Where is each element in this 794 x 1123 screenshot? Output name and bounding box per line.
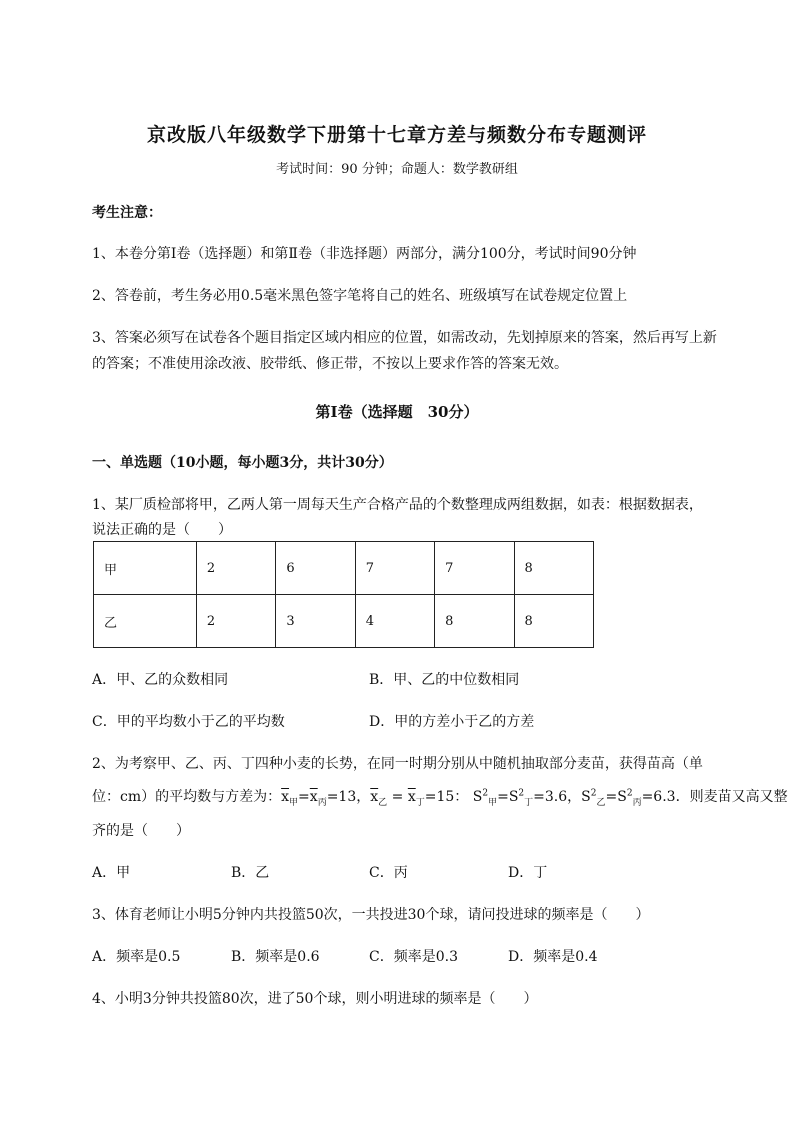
- table-cell: 7: [435, 542, 514, 595]
- table-cell: 4: [355, 595, 434, 648]
- question-2-text: 2、为考察甲、乙、丙、丁四种小麦的长势，在同一时期分别从中随机抽取部分麦苗，获得苗高（单: [92, 756, 703, 772]
- question-1-text: 1、某厂质检部将甲，乙两人第一周每天生产合格产品的个数整理成两组数据，如表：根据数据表，: [92, 497, 703, 513]
- question-2-text: 齐的是（ ）: [92, 823, 190, 839]
- table-cell: 7: [355, 542, 434, 595]
- section-title: 第Ⅰ卷（选择题 30分）: [315, 403, 479, 421]
- notice-heading: 考生注意：: [92, 205, 162, 221]
- table-row: [94, 542, 594, 595]
- page-title: 京改版八年级数学下册第十七章方差与频数分布专题测评: [146, 124, 647, 146]
- question-2-formula: 位：cm）的平均数与方差为：$\overline{x}_甲=\overline{x}_丙=13$，$\overline{x}_乙 = \overline{x}_丁=15$： $S^2_甲=S^2_丁=3.6$，$S^2_乙=S^2_丙=6.3$．则麦苗又高又整: [92, 788, 788, 808]
- option-d: D．甲的方差小于乙的方差: [369, 714, 535, 730]
- option-b: B．甲、乙的中位数相同: [369, 672, 520, 688]
- table-cell: 2: [196, 595, 275, 648]
- notice-item: 1、本卷分第Ⅰ卷（选择题）和第Ⅱ卷（非选择题）两部分，满分100分，考试时间90分钟: [92, 246, 637, 262]
- option-a: A．频率是0.5: [92, 949, 181, 965]
- table-cell: 6: [276, 542, 355, 595]
- option-d: D．频率是0.4: [508, 949, 598, 965]
- part-heading: 一、单选题（10小题，每小题3分，共计30分）: [92, 455, 393, 471]
- table-row-header: 甲: [94, 542, 197, 595]
- table-cell: 8: [514, 542, 593, 595]
- table-cell: 2: [196, 542, 275, 595]
- table-cell: 8: [514, 595, 593, 648]
- data-table: [93, 541, 594, 648]
- option-b: B．乙: [231, 865, 270, 881]
- option-b: B．频率是0.6: [231, 949, 320, 965]
- notice-item: 的答案；不准使用涂改液、胶带纸、修正带，不按以上要求作答的答案无效。: [92, 356, 568, 372]
- notice-item: 3、答案必须写在试卷各个题目指定区域内相应的位置，如需改动，先划掉原来的答案，然后再写上新: [92, 330, 717, 346]
- table-cell: 8: [435, 595, 514, 648]
- option-c: C．丙: [369, 865, 408, 881]
- exam-subtitle: 考试时间：90 分钟；命题人：数学教研组: [276, 162, 518, 177]
- table-cell: 3: [276, 595, 355, 648]
- option-c: C．甲的平均数小于乙的平均数: [92, 714, 285, 730]
- option-d: D．丁: [508, 865, 548, 881]
- question-3-text: 3、体育老师让小明5分钟内共投篮50次，一共投进30个球，请问投进球的频率是（ ）: [92, 907, 650, 923]
- table-row-header: 乙: [94, 595, 197, 648]
- notice-item: 2、答卷前，考生务必用0.5毫米黑色签字笔将自己的姓名、班级填写在试卷规定位置上: [92, 288, 628, 304]
- table-row: [94, 595, 594, 648]
- question-4-text: 4、小明3分钟共投篮80次，进了50个球，则小明进球的频率是（ ）: [92, 991, 538, 1007]
- option-a: A．甲: [92, 865, 131, 881]
- option-c: C．频率是0.3: [369, 949, 458, 965]
- question-1-text: 说法正确的是（ ）: [92, 522, 232, 538]
- option-a: A．甲、乙的众数相同: [92, 672, 229, 688]
